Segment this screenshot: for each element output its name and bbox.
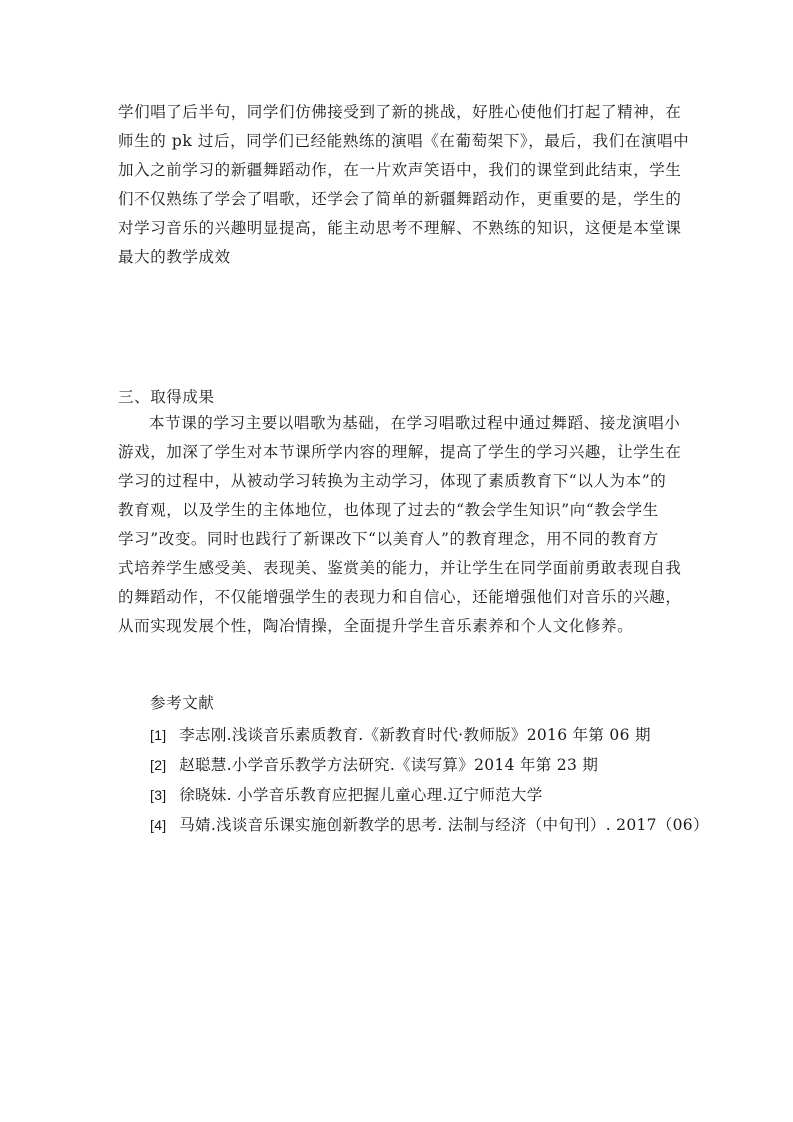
paragraph-line: 学习”改变。同时也践行了新课改下“以美育人”的教育理念，用不同的教育方 [118, 530, 659, 548]
reference-text: 李志刚.浅谈音乐素质教育.《新教育时代·教师版》2016 年第 06 期 [179, 726, 651, 744]
paragraph-line: 本节课的学习主要以唱歌为基础，在学习唱歌过程中通过舞蹈、接龙演唱小 [149, 414, 681, 432]
section-heading: 三、取得成果 [118, 388, 215, 406]
main-paragraph [118, 409, 682, 641]
paragraph-line: 们不仅熟练了学会了唱歌，还学会了简单的新疆舞蹈动作，更重要的是，学生的 [118, 190, 682, 208]
reference-text: 马婧.浅谈音乐课实施创新教学的思考. 法制与经济（中旬刊）. 2017（06） [179, 816, 709, 834]
references-title: 参考文献 [150, 694, 215, 712]
top-paragraph [118, 98, 690, 272]
reference-number: [4] [150, 817, 167, 833]
reference-text: 徐晓妹. 小学音乐教育应把握儿童心理.辽宁师范大学 [179, 786, 543, 804]
paragraph-line: 加入之前学习的新疆舞蹈动作，在一片欢声笑语中，我们的课堂到此结束，学生 [118, 161, 682, 179]
reference-item [150, 780, 710, 810]
references-list [150, 720, 710, 840]
paragraph-line: 学们唱了后半句，同学们仿佛接受到了新的挑战，好胜心使他们打起了精神，在 [118, 103, 682, 121]
reference-item [150, 750, 710, 780]
reference-text: 赵聪慧.小学音乐教学方法研究.《读写算》2014 年第 23 期 [179, 756, 599, 774]
reference-item [150, 810, 710, 840]
paragraph-line: 师生的 pk 过后，同学们已经能熟练的演唱《在葡萄架下》，最后，我们在演唱中 [118, 132, 690, 150]
paragraph-line: 最大的教学成效 [118, 248, 231, 266]
paragraph-line: 对学习音乐的兴趣明显提高，能主动思考不理解、不熟练的知识，这便是本堂课 [118, 219, 682, 237]
paragraph-line: 学习的过程中，从被动学习转换为主动学习，体现了素质教育下“以人为本”的 [118, 472, 667, 490]
paragraph-line: 式培养学生感受美、表现美、鉴赏美的能力，并让学生在同学面前勇敢表现自我 [118, 559, 682, 577]
paragraph-line: 游戏，加深了学生对本节课所学内容的理解，提高了学生的学习兴趣，让学生在 [118, 443, 682, 461]
reference-number: [1] [150, 727, 167, 743]
paragraph-line: 的舞蹈动作，不仅能增强学生的表现力和自信心，还能增强他们对音乐的兴趣， [118, 588, 682, 606]
paragraph-line: 教育观，以及学生的主体地位，也体现了过去的“教会学生知识”向“教会学生 [118, 501, 659, 519]
reference-item [150, 720, 710, 750]
reference-number: [2] [150, 757, 167, 773]
paragraph-line: 从而实现发展个性，陶冶情操，全面提升学生音乐素养和个人文化修养。 [118, 617, 634, 635]
reference-number: [3] [150, 787, 167, 803]
